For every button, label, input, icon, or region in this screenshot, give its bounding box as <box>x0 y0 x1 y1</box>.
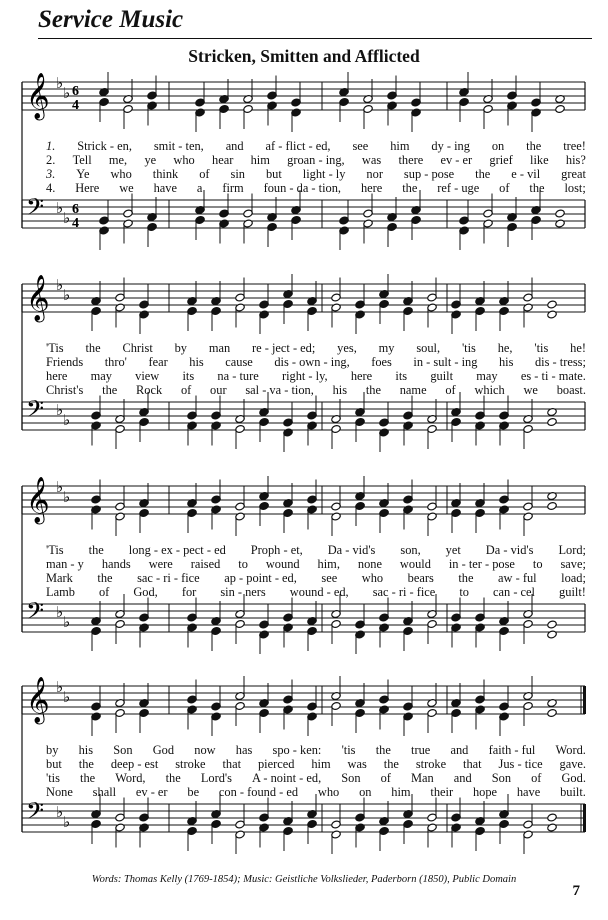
lyric-syllable: for <box>181 585 197 599</box>
lyric-line <box>46 785 586 799</box>
lyric-line <box>46 743 586 757</box>
lyric-syllable: he, <box>497 341 513 355</box>
lyric-line <box>46 181 586 195</box>
lyric-syllable: who <box>173 153 195 167</box>
lyric-syllable: yes, <box>337 341 357 355</box>
lyric-syllable: groan - ing, <box>287 153 345 167</box>
lyric-syllable: by <box>46 743 59 757</box>
lyric-syllable: 'tis <box>341 743 356 757</box>
lyric-syllable: the <box>365 383 381 397</box>
lyric-syllable: we <box>523 383 538 397</box>
lyric-syllable: wound - ed, <box>289 585 349 599</box>
lyric-syllable: and <box>225 139 244 153</box>
lyric-syllable: Da - vid's <box>485 543 534 557</box>
lyric-syllable: Christ's <box>46 383 84 397</box>
treble-clef-icon: 𝄞 <box>26 477 50 523</box>
lyric-syllable: wound <box>265 557 300 571</box>
flat-icon: ♭ <box>63 286 71 304</box>
lyric-line <box>46 341 586 355</box>
flat-icon: ♭ <box>56 803 64 821</box>
lyric-syllable: 'Tis <box>46 543 64 557</box>
lyric-syllable: Son <box>113 743 133 757</box>
flat-icon: ♭ <box>63 688 71 706</box>
lyric-syllable: here <box>350 369 373 383</box>
lyric-syllable: him <box>250 153 270 167</box>
lyric-syllable: re - ject - ed; <box>252 341 316 355</box>
lyric-line <box>46 757 586 771</box>
lyric-syllable: foun - da - tion, <box>263 181 342 195</box>
lyric-line <box>46 543 586 557</box>
lyric-syllable: him <box>391 785 411 799</box>
lyric-syllable: pierced <box>257 757 295 771</box>
lyric-syllable: dy - ing <box>431 139 470 153</box>
lyric-syllable: tree! <box>563 139 586 153</box>
lyric-syllable: right - ly, <box>281 369 328 383</box>
flat-icon: ♭ <box>63 84 71 102</box>
lyric-syllable: to <box>238 557 248 571</box>
lyric-syllable: the <box>458 571 474 585</box>
lyric-syllable: to <box>459 585 469 599</box>
lyric-syllable: God. <box>561 771 586 785</box>
lyric-syllable: ye <box>144 153 157 167</box>
lyric-syllable: stroke <box>175 757 206 771</box>
lyric-syllable: Son <box>341 771 361 785</box>
lyric-syllable: smit - ten, <box>153 139 204 153</box>
flat-icon: ♭ <box>56 199 64 217</box>
treble-clef-icon: 𝄞 <box>26 677 50 723</box>
lyric-syllable: great <box>561 167 586 181</box>
lyric-syllable: dis - own - ing, <box>274 355 350 369</box>
lyric-syllable: ap - point - ed, <box>224 571 297 585</box>
lyric-syllable: him, <box>317 557 340 571</box>
lyric-syllable: boast. <box>556 383 586 397</box>
lyric-syllable: guilt! <box>559 585 586 599</box>
lyric-syllable: the <box>529 181 545 195</box>
lyric-syllable: may <box>90 369 112 383</box>
lyric-syllable: him <box>311 757 331 771</box>
lyric-syllable: grief <box>489 153 513 167</box>
hymn-title: Stricken, Smitten and Afflicted <box>188 46 420 66</box>
lyric-syllable: on <box>359 785 372 799</box>
lyric-syllable: none <box>357 557 382 571</box>
lyric-line <box>46 139 586 153</box>
flat-icon: ♭ <box>56 276 64 294</box>
lyric-syllable: lost; <box>564 181 586 195</box>
lyric-syllable: 'Tis <box>46 341 64 355</box>
flat-icon: ♭ <box>63 411 71 429</box>
lyric-syllable: bears <box>407 571 434 585</box>
flat-icon: ♭ <box>63 813 71 831</box>
lyric-syllable: who <box>317 785 340 799</box>
lyric-syllable: can - cel <box>493 585 535 599</box>
lyric-syllable: Lord; <box>558 543 586 557</box>
lyric-syllable: see <box>352 139 369 153</box>
lyric-syllable: true <box>411 743 431 757</box>
lyric-syllable: we <box>119 181 134 195</box>
lyric-syllable: raised <box>190 557 221 571</box>
lyric-syllable: that <box>463 757 482 771</box>
lyric-syllable: built. <box>560 785 586 799</box>
lyric-syllable: like <box>530 153 549 167</box>
lyric-syllable: have <box>516 785 541 799</box>
lyric-syllable: who <box>361 571 384 585</box>
lyrics-block <box>46 341 586 397</box>
lyric-syllable: Word, <box>115 771 146 785</box>
lyric-syllable: see <box>321 571 338 585</box>
lyric-syllable: of <box>180 383 192 397</box>
lyric-line <box>46 355 586 369</box>
lyric-line <box>46 557 586 571</box>
lyric-syllable: of <box>380 771 391 785</box>
lyric-syllable: sal - va - tion, <box>245 383 314 397</box>
lyric-syllable: Da - vid's <box>327 543 376 557</box>
lyric-syllable: me, <box>108 153 128 167</box>
lyric-syllable: but <box>46 757 62 771</box>
lyric-syllable: by <box>174 341 187 355</box>
treble-clef-icon: 𝄞 <box>26 73 50 119</box>
lyric-line <box>46 153 586 167</box>
lyrics-block <box>46 743 586 799</box>
lyric-syllable: Strick - en, <box>77 139 132 153</box>
lyric-syllable: there <box>398 153 424 167</box>
lyric-syllable: foes <box>371 355 392 369</box>
lyric-line <box>46 167 586 181</box>
lyric-syllable: he! <box>570 341 586 355</box>
lyric-syllable: the <box>80 771 96 785</box>
lyric-syllable: gave. <box>559 757 586 771</box>
lyrics-block <box>46 139 586 195</box>
lyric-syllable: Lord's <box>200 771 232 785</box>
lyric-syllable: his <box>189 355 204 369</box>
lyric-line <box>46 369 586 383</box>
lyric-syllable: were <box>148 557 173 571</box>
lyric-syllable: him <box>390 139 410 153</box>
lyric-syllable: to <box>532 557 543 571</box>
lyric-syllable: his <box>78 743 94 757</box>
lyric-syllable: long - ex - pect - ed <box>128 543 226 557</box>
lyric-syllable: his <box>498 355 514 369</box>
lyric-syllable: 4. <box>46 181 56 195</box>
lyric-syllable: that <box>222 757 242 771</box>
lyric-syllable: its <box>182 369 195 383</box>
lyric-syllable: and <box>453 771 472 785</box>
lyric-syllable: con - found - ed <box>218 785 299 799</box>
lyric-syllable: on <box>491 139 505 153</box>
lyric-syllable: Mark <box>46 571 73 585</box>
lyric-syllable: in - ter - pose <box>448 557 515 571</box>
lyric-syllable: but <box>265 167 282 181</box>
lyric-syllable: Christ <box>122 341 153 355</box>
flat-icon: ♭ <box>56 401 64 419</box>
lyric-syllable: view <box>135 369 160 383</box>
bass-clef-icon: 𝄢 <box>26 597 45 630</box>
lyric-line <box>46 383 586 397</box>
lyric-syllable: 3. <box>46 167 56 181</box>
lyric-syllable: sin - ners <box>220 585 266 599</box>
treble-clef-icon: 𝄞 <box>26 275 50 321</box>
lyric-syllable: na - ture <box>217 369 259 383</box>
flat-icon: ♭ <box>56 603 64 621</box>
lyric-syllable: my <box>378 341 395 355</box>
lyric-syllable: hear <box>212 153 234 167</box>
lyric-syllable: soul, <box>416 341 441 355</box>
lyric-syllable: its <box>395 369 408 383</box>
lyric-syllable: their <box>430 785 454 799</box>
lyric-syllable: deep - est <box>110 757 159 771</box>
lyric-syllable: the <box>475 167 491 181</box>
lyric-syllable: be <box>187 785 200 799</box>
lyric-syllable: dis - tress; <box>534 355 586 369</box>
lyric-syllable: sup - pose <box>403 167 455 181</box>
lyric-syllable: Lamb <box>46 585 75 599</box>
lyric-syllable: here <box>46 369 68 383</box>
lyric-syllable: fear <box>148 355 168 369</box>
flat-icon: ♭ <box>63 488 71 506</box>
credits: Words: Thomas Kelly (1769-1854); Music: Geistliche Volkslieder, Paderborn (1850), Public Domain <box>91 874 517 885</box>
lyric-syllable: the <box>78 757 94 771</box>
bass-clef-icon: 𝄢 <box>26 797 45 830</box>
bass-clef-icon: 𝄢 <box>26 193 45 226</box>
lyric-syllable: the <box>97 571 113 585</box>
lyric-syllable: save; <box>560 557 586 571</box>
lyric-syllable: was <box>361 153 382 167</box>
lyric-syllable: light - ly <box>302 167 346 181</box>
lyric-syllable: was <box>347 757 367 771</box>
lyric-syllable: the <box>526 139 542 153</box>
lyric-syllable: name <box>399 383 427 397</box>
lyric-syllable: nor <box>366 167 383 181</box>
section-title: Service Music <box>38 6 184 33</box>
flat-icon: ♭ <box>56 74 64 92</box>
bass-clef-icon: 𝄢 <box>26 395 45 428</box>
lyric-syllable: Word. <box>555 743 586 757</box>
lyric-syllable: of <box>199 167 210 181</box>
lyric-syllable: es - ti - mate. <box>520 369 586 383</box>
lyric-syllable: God <box>152 743 175 757</box>
lyric-syllable: ev - er <box>440 153 473 167</box>
lyric-syllable: None <box>46 785 73 799</box>
section-divider <box>38 38 592 39</box>
lyric-syllable: A - noint - ed, <box>252 771 322 785</box>
lyric-syllable: the <box>375 743 391 757</box>
lyric-line <box>46 585 586 599</box>
lyric-syllable: ev - er <box>135 785 168 799</box>
lyric-syllable: Jus - tice <box>498 757 543 771</box>
lyric-syllable: hope <box>472 785 498 799</box>
lyric-syllable: of <box>499 181 510 195</box>
lyric-syllable: would <box>399 557 431 571</box>
lyric-syllable: Man <box>411 771 434 785</box>
page-number: 7 <box>572 883 580 899</box>
lyric-syllable: may <box>476 369 498 383</box>
lyric-syllable: of <box>531 771 542 785</box>
time-signature-top: 6 <box>72 84 79 99</box>
lyric-syllable: aw - ful <box>498 571 537 585</box>
time-signature-bottom: 4 <box>72 216 79 231</box>
lyric-syllable: has <box>235 743 253 757</box>
flat-icon: ♭ <box>63 209 71 227</box>
lyric-syllable: load; <box>561 571 586 585</box>
lyric-syllable: sin <box>230 167 245 181</box>
lyric-syllable: think <box>152 167 179 181</box>
lyric-syllable: faith - ful <box>488 743 536 757</box>
lyric-syllable: cause <box>225 355 253 369</box>
lyric-syllable: in - sult - ing <box>413 355 478 369</box>
lyric-syllable: shall <box>92 785 117 799</box>
lyric-syllable: the <box>88 543 104 557</box>
lyric-syllable: Tell <box>72 153 92 167</box>
lyric-syllable: Son <box>491 771 512 785</box>
lyric-syllable: a <box>196 181 203 195</box>
lyric-syllable: the <box>102 383 118 397</box>
lyric-syllable: here <box>360 181 383 195</box>
lyric-line <box>46 571 586 585</box>
lyric-syllable: firm <box>222 181 244 195</box>
lyric-syllable: 2. <box>46 153 56 167</box>
time-signature-top: 6 <box>72 202 79 217</box>
lyric-syllable: 1. <box>46 139 56 153</box>
lyric-syllable: man <box>208 341 231 355</box>
lyric-syllable: ref - uge <box>437 181 480 195</box>
lyric-line <box>46 771 586 785</box>
lyric-syllable: 'tis <box>46 771 60 785</box>
lyric-syllable: Friends <box>46 355 84 369</box>
flat-icon: ♭ <box>56 678 64 696</box>
lyric-syllable: e - vil <box>511 167 541 181</box>
lyric-syllable: guilt <box>430 369 454 383</box>
lyric-syllable: 'tis <box>534 341 549 355</box>
flat-icon: ♭ <box>63 613 71 631</box>
flat-icon: ♭ <box>56 478 64 496</box>
lyric-syllable: his <box>332 383 348 397</box>
lyric-syllable: yet <box>445 543 461 557</box>
lyric-syllable: the <box>85 341 101 355</box>
lyric-syllable: man - y <box>46 557 84 571</box>
lyric-syllable: Ye <box>76 167 90 181</box>
lyric-syllable: now <box>194 743 216 757</box>
lyric-syllable: thro' <box>104 355 127 369</box>
lyric-syllable: Proph - et, <box>250 543 303 557</box>
lyric-syllable: the <box>402 181 418 195</box>
lyric-syllable: and <box>450 743 469 757</box>
lyric-syllable: the <box>383 757 399 771</box>
lyric-syllable: have <box>153 181 177 195</box>
lyric-syllable: the <box>165 771 181 785</box>
lyric-syllable: his? <box>565 153 586 167</box>
lyric-syllable: af - flict - ed, <box>265 139 331 153</box>
lyric-syllable: who <box>110 167 132 181</box>
time-signature-bottom: 4 <box>72 98 79 113</box>
lyric-syllable: sac - ri - fice <box>372 585 436 599</box>
lyric-syllable: stroke <box>415 757 447 771</box>
lyric-syllable: spo - ken: <box>272 743 322 757</box>
lyric-syllable: 'tis <box>461 341 476 355</box>
lyric-syllable: our <box>210 383 227 397</box>
lyric-syllable: hands <box>101 557 131 571</box>
lyrics-block <box>46 543 586 599</box>
lyric-syllable: of <box>445 383 456 397</box>
lyric-syllable: God, <box>133 585 158 599</box>
lyric-syllable: sac - ri - fice <box>137 571 200 585</box>
lyric-syllable: of <box>98 585 110 599</box>
lyric-syllable: which <box>474 383 505 397</box>
lyric-syllable: Here <box>75 181 100 195</box>
lyric-syllable: Rock <box>136 383 163 397</box>
lyric-syllable: son, <box>400 543 421 557</box>
